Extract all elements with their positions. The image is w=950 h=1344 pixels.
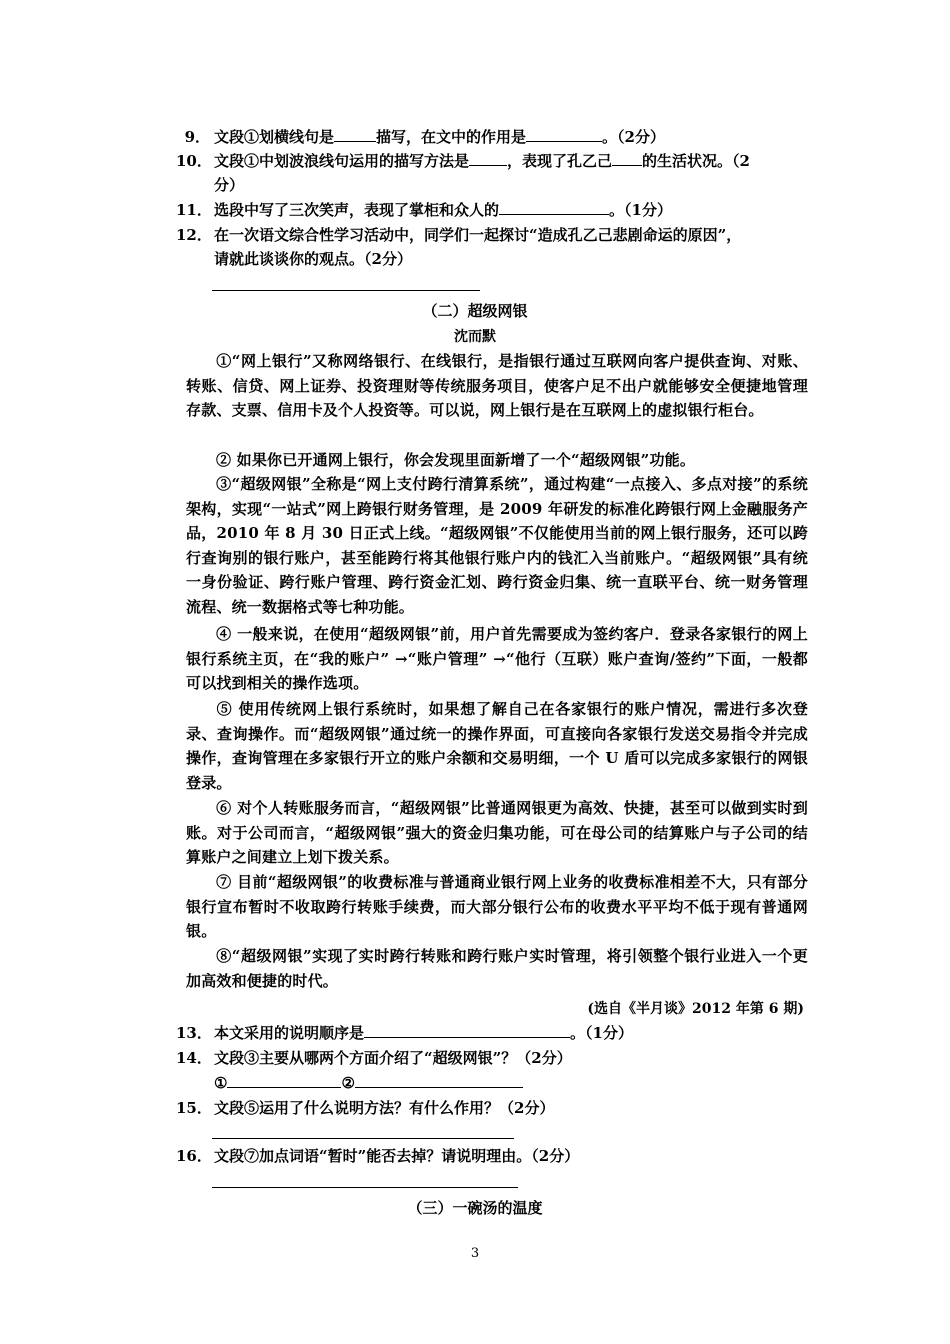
answer-blank[interactable] xyxy=(526,126,602,142)
question-text: 。（1分） xyxy=(570,1024,633,1042)
question-9 xyxy=(176,126,816,148)
answer-blank[interactable] xyxy=(499,199,609,215)
question-text: 本文采用的说明顺序是 xyxy=(214,1024,365,1042)
question-10 xyxy=(176,150,816,172)
question-14-answers xyxy=(214,1072,523,1092)
question-number: 12． xyxy=(176,226,212,244)
question-11 xyxy=(176,199,816,221)
paragraph-7: ⑦ 目前“超级网银”的收费标准与普通商业银行网上业务的收费标准相差不大，只有部分银行宣布暂时不收取跨行转账手续费，而大部分银行公布的收费水平平均不低于现有普通网银。 xyxy=(186,873,808,940)
question-text: 。（2分） xyxy=(602,128,665,146)
question-text: 文段⑦加点词语“暂时”能否去掉？请说明理由。（2分） xyxy=(214,1147,580,1165)
question-number: 16． xyxy=(176,1147,212,1165)
paragraph-1: ①“网上银行”又称网络银行、在线银行，是指银行通过互联网向客户提供查询、对账、转账、信贷、网上证券、投资理财等传统服务项目，使客户足不出户就能够安全便捷地管理存款、支票、信用卡及个人投资等。可以说，网上银行是在互联网上的虚拟银行柜台。 xyxy=(186,352,808,419)
article-title: （二）超级网银 xyxy=(422,302,528,320)
question-14 xyxy=(176,1047,816,1069)
question-text: ，表现了孔乙己 xyxy=(507,152,613,170)
paragraph-3: ③“超级网银”全称是“网上支付跨行清算系统”，通过构建“一点接入、多点对接”的系统架构，实现“一站式”网上跨银行财务管理，是 2009 年研发的标准化跨银行网上金融服务产品，2010 年 8 月 30 日正式上线。“超级网银”不仅能使用当前的网上银行服务，还可以跨行查询别的银行账户，甚至能跨行将其他银行账户内的钱汇入当前账户。“超级网银”具有统一身份验证、跨行账户管理、跨行资金汇划、跨行资金归集、统一直联平台、统一财务管理流程、统一数据格式等七种功能。 xyxy=(186,475,808,616)
question-16 xyxy=(176,1145,816,1167)
answer-blank[interactable] xyxy=(334,126,376,142)
answer-blank[interactable] xyxy=(364,1022,570,1038)
question-text: 的生活状况。（2 xyxy=(642,152,750,170)
question-number: 11． xyxy=(176,201,212,219)
question-text: 描写，在文中的作用是 xyxy=(376,128,527,146)
article-source: (选自《半月谈》2012 年第 6 期) xyxy=(587,1001,804,1017)
question-text: 文段③主要从哪两个方面介绍了“超级网银”？（2分） xyxy=(214,1049,572,1067)
question-number: 13． xyxy=(176,1024,212,1042)
answer-blank[interactable] xyxy=(227,1072,341,1088)
question-text: 文段⑤运用了什么说明方法？有什么作用？（2分） xyxy=(214,1099,555,1117)
paragraph-6: ⑥ 对个人转账服务而言，“超级网银”比普通网银更为高效、快捷，甚至可以做到实时到账。对于公司而言，“超级网银”强大的资金归集功能，可在母公司的结算账户与子公司的结算账户之间建立上划下拨关系。 xyxy=(186,799,808,866)
question-number: 15． xyxy=(176,1099,212,1117)
question-text: 。（1分） xyxy=(609,201,672,219)
question-text: 在一次语文综合性学习活动中，同学们一起探讨“造成孔乙己悲剧命运的原因”， xyxy=(214,226,742,244)
paragraph-2: ② 如果你已开通网上银行，你会发现里面新增了一个“超级网银”功能。 xyxy=(216,451,696,469)
question-number: 14． xyxy=(176,1049,212,1067)
answer-marker: ① xyxy=(214,1074,228,1092)
question-text: 分） xyxy=(214,176,245,194)
question-13 xyxy=(176,1022,816,1044)
question-10-cont xyxy=(214,174,854,196)
question-12-cont xyxy=(214,248,854,270)
paragraph-4: ④ 一般来说，在使用“超级网银”前，用户首先需要成为签约客户．登录各家银行的网上银行系统主页，在“我的账户” →“账户管理” →“他行（互联）账户查询/签约”下面，一般都可以找到相关的操作选项。 xyxy=(186,625,808,692)
answer-line[interactable] xyxy=(212,1138,514,1139)
paragraph-5: ⑤ 使用传统网上银行系统时，如果想了解自己在各家银行的账户情况，需进行多次登录、查询操作。而“超级网银”通过统一的操作界面，可直接向各家银行发送交易指令并完成操作，查询管理在多家银行开立的账户余额和交易明细，一个 U 盾可以完成多家银行的网银登录。 xyxy=(186,700,808,792)
paragraph-8: ⑧“超级网银”实现了实时跨行转账和跨行账户实时管理，将引领整个银行业进入一个更加高效和便捷的时代。 xyxy=(186,947,808,990)
answer-line[interactable] xyxy=(212,290,480,291)
next-section-title: （三）一碗汤的温度 xyxy=(407,1199,543,1217)
question-text: 文段①划横线句是 xyxy=(214,128,335,146)
question-number: 9． xyxy=(184,128,210,146)
answer-marker: ② xyxy=(341,1074,355,1092)
answer-blank[interactable] xyxy=(612,150,642,166)
answer-blank[interactable] xyxy=(355,1072,523,1088)
page-number: 3 xyxy=(470,1246,480,1261)
article-author: 沈而默 xyxy=(454,329,496,345)
question-number: 10． xyxy=(176,152,212,170)
question-text: 选段中写了三次笑声，表现了掌柜和众人的 xyxy=(214,201,500,219)
question-text: 请就此谈谈你的观点。（2分） xyxy=(214,250,412,268)
question-12 xyxy=(176,224,816,246)
question-15 xyxy=(176,1097,816,1119)
answer-blank[interactable] xyxy=(469,150,507,166)
answer-line[interactable] xyxy=(212,1187,518,1188)
question-text: 文段①中划波浪线句运用的描写方法是 xyxy=(214,152,470,170)
